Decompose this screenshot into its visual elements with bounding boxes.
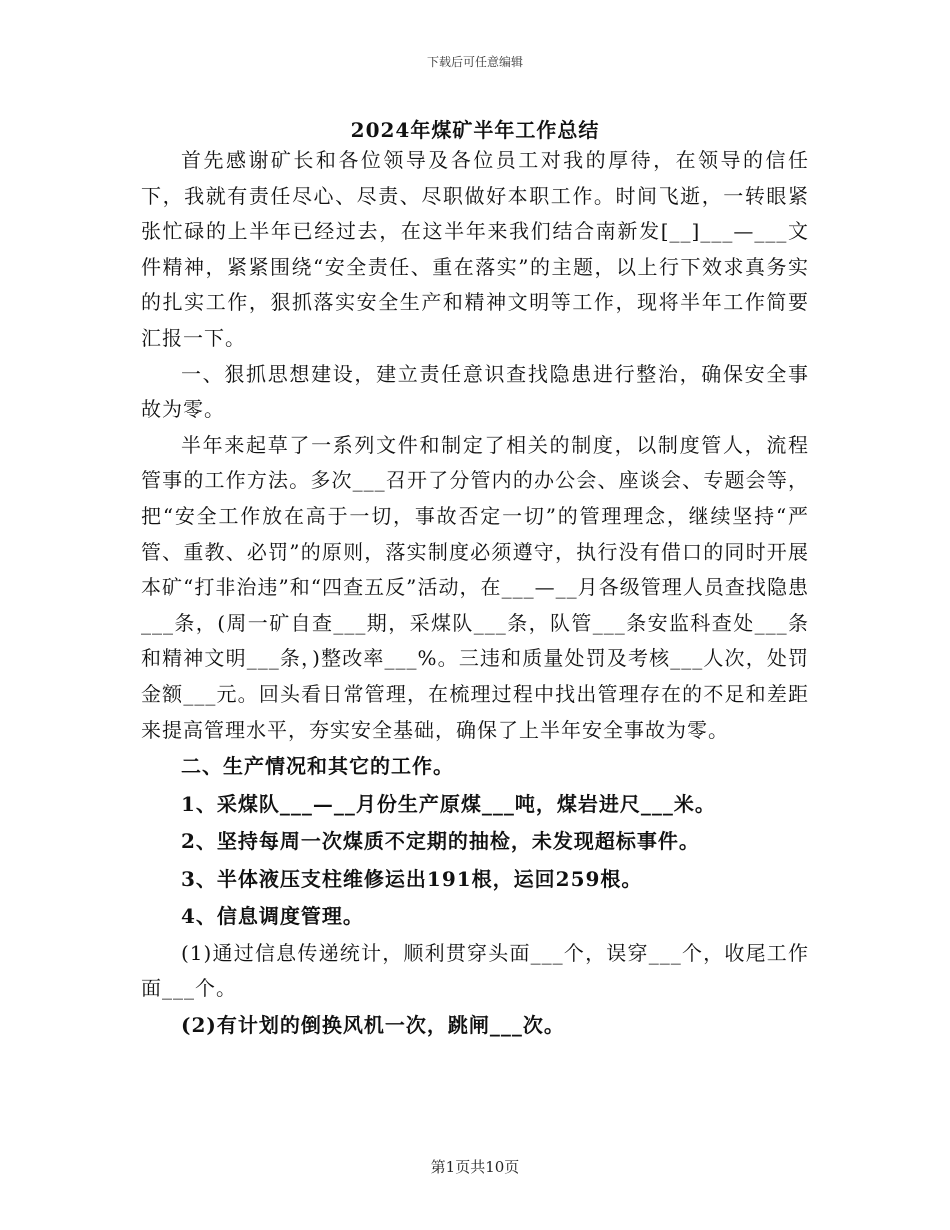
page-number: 第1页共10页 [430,1158,520,1176]
document-body [141,143,809,1044]
header-note: 下载后可任意编辑 [426,55,523,69]
paragraph-item-4: 4、信息调度管理。 [181,904,364,929]
paragraph-item-2: 2、坚持每周一次煤质不定期的抽检，未发现超标事件。 [181,829,700,854]
paragraph-item-3: 3、半体液压支柱维修运出191根，运回259根。 [181,866,643,891]
paragraph-subitem-1: (1)通过信息传递统计，顺利贯穿头面___个，误穿___个，收尾工作面___个。 [141,940,809,1001]
paragraph-item-1: 1、采煤队___—__月份生产原煤___吨，煤岩进尺___米。 [181,791,716,816]
paragraph-subitem-2: (2)有计划的倒换风机一次，跳闸___次。 [181,1012,565,1037]
paragraph-section-1-body: 半年来起草了一系列文件和制定了相关的制度，以制度管人，流程管事的工作方法。多次___召开了分管内的办公会、座谈会、专题会等，把“安全工作放在高于一切，事故否定一切”的管理理念，继续坚持“严管、重教、必罚”的原则，落实制度必须遵守，执行没有借口的同时开展本矿“打非治违”和“四查五反”活动，在___—__月各级管理人员查找隐患___条，(周一矿自查___期，采煤队___条，队管___条安监科查处___条和精神文明___条，)整改率___%。三违和质量处罚及考核___人次，处罚金额___元。回头看日常管理，在梳理过程中找出管理存在的不足和差距来提高管理水平，夯实安全基础，确保了上半年安全事故为零。 [141,432,809,742]
document-title: 2024年煤矿半年工作总结 [350,118,600,142]
paragraph-section-2-heading: 二、生产情况和其它的工作。 [181,754,454,779]
paragraph-section-1-heading: 一、狠抓思想建设，建立责任意识查找隐患进行整治，确保安全事故为零。 [141,361,809,422]
paragraph-intro: 首先感谢矿长和各位领导及各位员工对我的厚待，在领导的信任下，我就有责任尽心、尽责、尽职做好本职工作。时间飞逝，一转眼紧张忙碌的上半年已经过去，在这半年来我们结合南新发[__]___—___文件精神，紧紧围绕“安全责任、重在落实”的主题，以上行下效求真务实的扎实工作，狠抓落实安全生产和精神文明等工作，现将半年工作简要汇报一下。 [141,148,809,350]
